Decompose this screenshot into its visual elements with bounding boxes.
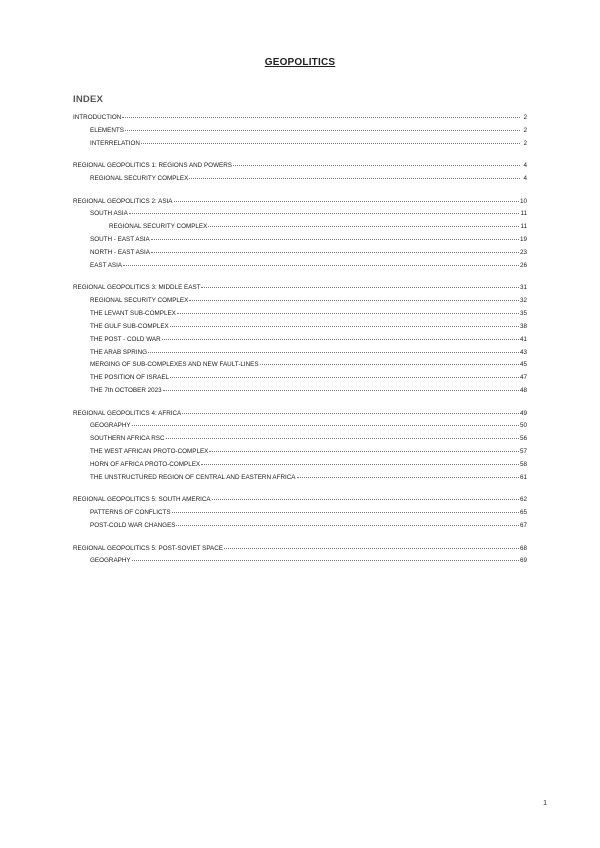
toc-entry-label: REGIONAL SECURITY COMPLEX [90, 175, 189, 183]
toc-entry-page: 47 [519, 374, 527, 382]
toc-dot-leader [166, 432, 519, 439]
toc-entry-page: 2 [523, 126, 527, 134]
toc-entry-page: 49 [519, 409, 527, 417]
toc-entry-label: SOUTHERN AFRICA RSC [90, 435, 165, 443]
toc-entry-label: REGIONAL GEOPOLITICS 5: SOUTH AMERICA [73, 496, 211, 504]
toc-dot-leader [177, 307, 519, 314]
toc-entry-label: NORTH - EAST ASIA [90, 248, 150, 256]
toc-entry[interactable] [73, 472, 527, 485]
toc-entry-label: INTERRELATION [90, 139, 140, 147]
toc-entry-label: HORN OF AFRICA PROTO-COMPLEX [90, 461, 201, 468]
toc-entry[interactable] [73, 520, 527, 533]
toc-entry-page: 43 [519, 348, 527, 356]
toc-dot-leader [182, 407, 519, 414]
toc-entry-page: 41 [519, 335, 527, 343]
toc-entry-page: 35 [519, 310, 527, 318]
toc-entry-page: 2 [523, 114, 527, 121]
toc-entry-label: ELEMENTS [90, 126, 124, 134]
toc-entry-page: 2 [523, 139, 527, 147]
toc-entry-page: 10 [519, 197, 527, 205]
toc-entry-label: REGIONAL SECURITY COMPLEX [109, 223, 208, 231]
toc-entry-label: MERGING OF SUB-COMPLEXES AND NEW FAULT-LINES [90, 361, 259, 369]
index-heading: INDEX [73, 94, 104, 105]
toc-entry-label: EAST ASIA [90, 261, 123, 269]
toc-entry-page: 4 [523, 162, 527, 170]
toc-entry[interactable] [73, 260, 527, 273]
toc-entry-label: REGIONAL GEOPOLITICS 4: AFRICA [73, 409, 182, 417]
toc-dot-leader [163, 384, 519, 391]
toc-dot-leader [170, 320, 519, 327]
toc-entry-page: 58 [519, 461, 527, 468]
toc-dot-leader [260, 358, 519, 365]
toc-entry-page: 4 [523, 175, 527, 183]
toc-entry-label: THE WEST AFRICAN PROTO-COMPLEX [90, 448, 209, 456]
toc-dot-leader [189, 172, 520, 179]
toc-entry[interactable] [73, 173, 527, 186]
toc-entry-page: 50 [519, 422, 527, 430]
toc-entry-page: 48 [519, 387, 527, 395]
toc-entry-label: THE POST - COLD WAR [90, 335, 161, 343]
toc-dot-leader [201, 281, 519, 288]
toc-entry-label: GEOGRAPHY [90, 557, 131, 565]
toc-entry-label: INTRODUCTION [73, 114, 122, 121]
toc-dot-leader [125, 124, 520, 131]
toc-entry-label: REGIONAL SECURITY COMPLEX [90, 297, 189, 305]
toc-dot-leader [176, 519, 519, 526]
toc-entry[interactable] [73, 385, 527, 398]
toc-entry-label: REGIONAL GEOPOLITICS 3: MIDDLE EAST [73, 284, 201, 292]
toc-dot-leader [162, 333, 519, 340]
toc-entry-label: REGIONAL GEOPOLITICS 5: POST-SOVIET SPACE [73, 544, 223, 552]
toc-entry-label: SOUTH ASIA [90, 210, 128, 218]
toc-dot-leader [224, 542, 519, 549]
toc-entry-label: THE 7th OCTOBER 2023 [90, 387, 162, 395]
toc-entry-label: THE UNSTRUCTURED REGION OF CENTRAL AND EASTERN AFRICA [90, 473, 296, 481]
table-of-contents [73, 112, 527, 568]
toc-dot-leader [141, 137, 520, 144]
toc-dot-leader [297, 471, 519, 478]
toc-entry-page: 26 [519, 261, 527, 269]
toc-dot-leader [172, 506, 519, 513]
toc-dot-leader [151, 233, 519, 240]
toc-dot-leader [122, 111, 520, 118]
toc-dot-leader [148, 346, 519, 353]
toc-dot-leader [129, 207, 520, 214]
toc-entry-label: SOUTH - EAST ASIA [90, 236, 150, 244]
toc-entry-label: THE GULF SUB-COMPLEX [90, 322, 169, 330]
toc-dot-leader [123, 259, 519, 266]
page-number: 1 [543, 798, 548, 807]
toc-entry-label: REGIONAL GEOPOLITICS 2: ASIA [73, 197, 173, 205]
toc-entry-page: 65 [519, 509, 527, 517]
toc-entry-page: 61 [519, 473, 527, 481]
toc-entry-label: THE ARAB SPRING [90, 348, 148, 356]
toc-entry-page: 38 [519, 322, 527, 330]
toc-entry-page: 62 [519, 496, 527, 504]
toc-entry[interactable] [73, 555, 527, 568]
toc-dot-leader [132, 419, 519, 426]
toc-dot-leader [151, 246, 519, 253]
toc-entry-page: 11 [520, 210, 527, 218]
toc-entry-label: THE POSITION OF ISRAEL [90, 374, 170, 382]
toc-entry-page: 45 [519, 361, 527, 369]
toc-dot-leader [201, 458, 519, 465]
toc-dot-leader [208, 220, 519, 227]
toc-entry-page: 68 [519, 544, 527, 552]
toc-entry-page: 57 [519, 448, 527, 456]
toc-dot-leader [189, 294, 519, 301]
toc-entry-label: PATTERNS OF CONFLICTS [90, 509, 171, 517]
toc-entry-page: 56 [519, 435, 527, 443]
toc-entry-page: 31 [519, 284, 527, 292]
toc-entry[interactable] [73, 138, 527, 151]
toc-dot-leader [174, 195, 519, 202]
toc-entry-page: 19 [519, 236, 527, 244]
toc-dot-leader [212, 493, 519, 500]
toc-entry-page: 11 [520, 223, 527, 231]
document-title: GEOPOLITICS [264, 57, 336, 68]
toc-entry-label: GEOGRAPHY [90, 422, 131, 430]
toc-entry-label: REGIONAL GEOPOLITICS 1: REGIONS AND POWERS [73, 162, 232, 170]
toc-dot-leader [170, 371, 519, 378]
toc-entry-page: 67 [519, 522, 527, 530]
toc-entry-page: 23 [519, 248, 527, 256]
toc-entry-page: 32 [519, 297, 527, 305]
toc-entry-label: POST-COLD WAR CHANGES [90, 522, 176, 530]
toc-entry-page: 69 [519, 557, 527, 565]
toc-dot-leader [209, 445, 519, 452]
toc-entry-label: THE LEVANT SUB-COMPLEX [90, 310, 176, 318]
toc-dot-leader [132, 554, 519, 561]
toc-dot-leader [233, 159, 520, 166]
